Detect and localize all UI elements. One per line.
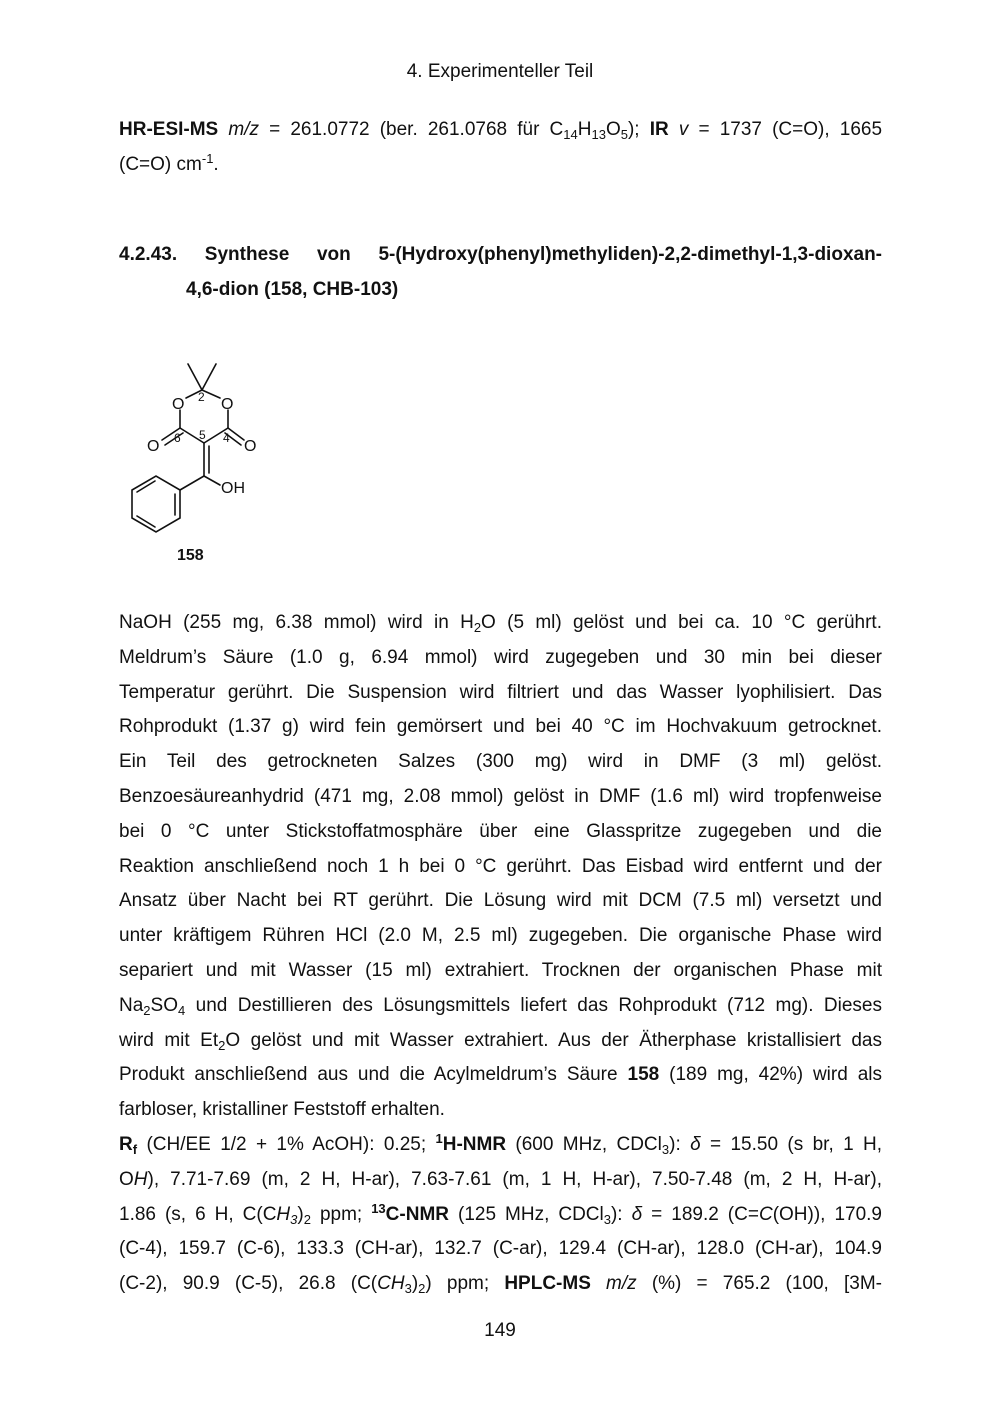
atom-o-carbonyl-left: O: [147, 438, 160, 455]
procedure-line: $Na_2SO_4$ und Destillieren des Lösungsmittels liefert das Rohprodukt (712 mg). Dieses: [119, 994, 882, 1018]
analytics-paragraph: [119, 1128, 882, 1302]
atom-number-6: 6: [174, 431, 181, 445]
running-header: 4. Experimenteller Teil: [406, 61, 594, 82]
procedure-line: Produkt anschließend aus und die Acylmeldrum’s Säure 158 (189 mg, 42%) wird als: [119, 1064, 883, 1086]
atom-number-5: 5: [199, 428, 206, 442]
procedure-line: separiert und mit Wasser (15 ml) extrahiert. Trocknen der organischen Phase mit: [119, 959, 882, 981]
atom-o-carbonyl-right: O: [244, 438, 257, 455]
analytics-line: OH), 7.71-7.69 (m, 2 H, H-ar), 7.63-7.61 (m, 1 H, H-ar), 7.50-7.48 (m, 2 H, H-ar),: [119, 1168, 882, 1190]
section-heading-line-2: 4,6-dion (158, CHB-103): [186, 278, 399, 300]
section-heading-line-1: 4.2.43. Synthese von 5-(Hydroxy(phenyl)methyliden)-2,2-dimethyl-1,3-dioxan-: [119, 244, 883, 265]
atom-oh: OH: [221, 480, 245, 497]
section-heading: [119, 238, 882, 308]
atom-number-4: 4: [223, 431, 230, 445]
analytics-line: (C-4), 159.7 (C-6), 133.3 (CH-ar), 132.7 (C-ar), 129.4 (CH-ar), 128.0 (CH-ar), 104.9: [119, 1238, 882, 1260]
procedure-line: Reaktion anschließend noch 1 h bei 0 °C gerührt. Das Eisbad wird entfernt und der: [119, 855, 882, 877]
page-number: 149: [484, 1320, 516, 1341]
atom-o-ring-left: O: [172, 396, 185, 413]
analytics-line: 1.86 (s, 6 H, $C(CH_3)_2$ ppm; $^{13}$C-NMR (125 MHz, CDCl$_3$): δ = 189.2 (C=C(OH)), 170.9: [119, 1200, 882, 1227]
procedure-line: bei 0 °C unter Stickstoffatmosphäre über eine Glasspritze zugegeben und die: [119, 820, 882, 842]
chemical-structure-158: [120, 350, 290, 570]
procedure-line: Benzoesäureanhydrid (471 mg, 2.08 mmol) gelöst in DMF (1.6 ml) wird tropfenweise: [119, 785, 882, 807]
procedure-line: Meldrum’s Säure (1.0 g, 6.94 mmol) wird zugegeben und 30 min bei dieser: [119, 646, 882, 668]
procedure-line: Rohprodukt (1.37 g) wird fein gemörsert und bei 40 °C im Hochvakuum getrocknet.: [119, 716, 882, 738]
hrms-ir-paragraph: [119, 113, 882, 183]
analytics-line: (C-2), 90.9 (C-5), 26.8 $(C(CH_3)_2)$ ppm; HPLC-MS m/z (%) = 765.2 (100, [3M-: [119, 1273, 883, 1297]
atom-o-ring-right: O: [221, 396, 234, 413]
procedure-line: NaOH (255 mg, 6.38 mmol) wird in $H_2O$ (5 ml) gelöst und bei ca. 10 °C gerührt.: [119, 612, 882, 635]
analytics-line: $R_f$ (CH/EE 1/2 + 1% AcOH): 0.25; $^1$H-NMR (600 MHz, CDCl$_3$): δ = 15.50 (s br, 1 H,: [119, 1131, 883, 1157]
procedure-line: Temperatur gerührt. Die Suspension wird filtriert und das Wasser lyophilisiert. Das: [119, 681, 882, 703]
hrms-line-2: (C=O) $cm^{-1}$.: [119, 150, 219, 175]
compound-number: 158: [177, 547, 204, 564]
procedure-line: wird mit $Et_2O$ gelöst und mit Wasser extrahiert. Aus der Ätherphase kristallisiert das: [119, 1029, 882, 1053]
atom-number-2: 2: [198, 390, 205, 404]
procedure-line: unter kräftigem Rühren HCl (2.0 M, 2.5 ml) zugegeben. Die organische Phase wird: [119, 925, 882, 947]
procedure-line: farbloser, kristalliner Feststoff erhalten.: [119, 1099, 445, 1121]
procedure-paragraph: [119, 606, 882, 1128]
hrms-line-1: HR-ESI-MS m/z = 261.0772 (ber. 261.0768 für $C_{14}H_{13}O_5$); IR v = 1737 (C=O), 1665: [119, 119, 883, 142]
procedure-line: Ansatz über Nacht bei RT gerührt. Die Lösung wird mit DCM (7.5 ml) versetzt und: [119, 890, 882, 912]
procedure-line: Ein Teil des getrockneten Salzes (300 mg) wird in DMF (3 ml) gelöst.: [119, 751, 882, 773]
